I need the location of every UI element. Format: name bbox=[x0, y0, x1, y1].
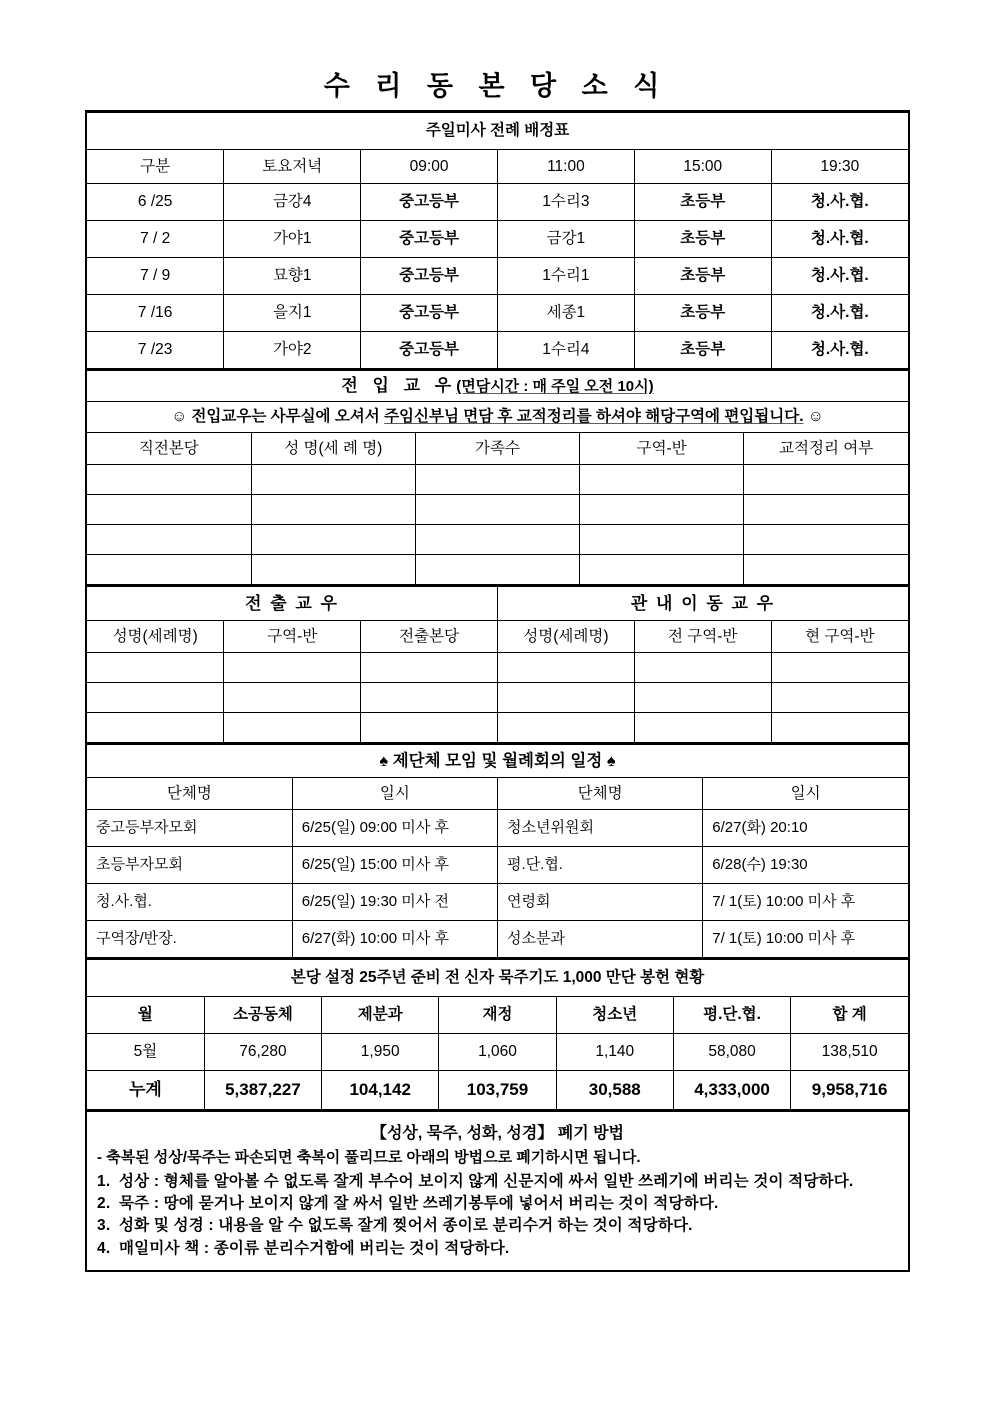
table-row bbox=[87, 713, 908, 743]
incoming-notice-underlined: 주임신부님 면담 후 교적정리를 하셔야 해당구역에 편입됩니다. bbox=[384, 408, 804, 426]
internal-move-col-header: 전 구역-반 bbox=[634, 621, 771, 653]
offering-title: 본당 설정 25주년 준비 전 신자 묵주기도 1,000 만단 봉헌 현황 bbox=[87, 959, 908, 997]
mass-1500: 초등부 bbox=[634, 258, 771, 295]
incoming-cell[interactable] bbox=[580, 465, 744, 495]
mass-date: 7 /23 bbox=[87, 332, 224, 369]
transfer-cell[interactable] bbox=[87, 683, 224, 713]
incoming-notice-prefix: ☺ 전입교우는 사무실에 오셔서 bbox=[171, 408, 385, 426]
transfer-cell[interactable] bbox=[497, 683, 634, 713]
table-row bbox=[87, 884, 908, 921]
disposal-lead: - 축복된 성상/묵주는 파손되면 축복이 풀리므로 아래의 방법으로 폐기하시면 됩니다. bbox=[97, 1149, 641, 1166]
group-time: 7/ 1(토) 10:00 미사 후 bbox=[703, 884, 908, 921]
mass-1930: 청.사.협. bbox=[771, 184, 908, 221]
disposal-item-number: 3. bbox=[97, 1217, 111, 1235]
transfer-cell[interactable] bbox=[87, 713, 224, 743]
group-name: 연령회 bbox=[498, 884, 703, 921]
offering-value: 4,333,000 bbox=[673, 1071, 790, 1110]
disposal-item-number: 4. bbox=[97, 1239, 111, 1257]
internal-move-col-header: 현 구역-반 bbox=[771, 621, 908, 653]
mass-0900: 중고등부 bbox=[361, 295, 498, 332]
mass-schedule-title: 주일미사 전례 배정표 bbox=[87, 113, 908, 150]
mass-1930: 청.사.협. bbox=[771, 332, 908, 369]
transfer-cell[interactable] bbox=[634, 713, 771, 743]
table-row bbox=[87, 465, 908, 495]
mass-sat: 금강4 bbox=[224, 184, 361, 221]
transfer-cell[interactable] bbox=[224, 683, 361, 713]
incoming-col-header: 구역-반 bbox=[580, 433, 744, 465]
mass-1100: 1수리4 bbox=[497, 332, 634, 369]
mass-col-header: 15:00 bbox=[634, 150, 771, 184]
list-item bbox=[97, 1215, 898, 1236]
group-time: 6/25(일) 19:30 미사 전 bbox=[292, 884, 497, 921]
group-name: 초등부자모회 bbox=[87, 847, 292, 884]
disposal-item-text: 묵주 : 땅에 묻거나 보이지 않게 잘 싸서 일반 쓰레기봉투에 넣어서 버리는 것이 적당하다. bbox=[119, 1194, 719, 1212]
list-item bbox=[97, 1171, 898, 1192]
incoming-cell[interactable] bbox=[744, 525, 908, 555]
offering-value: 1,950 bbox=[322, 1034, 439, 1071]
mass-date: 7 / 2 bbox=[87, 221, 224, 258]
mass-1930: 청.사.협. bbox=[771, 221, 908, 258]
mass-sat: 을지1 bbox=[224, 295, 361, 332]
offering-status-table bbox=[87, 958, 908, 1110]
offering-value: 104,142 bbox=[322, 1071, 439, 1110]
table-row bbox=[87, 184, 908, 221]
mass-1500: 초등부 bbox=[634, 295, 771, 332]
group-col-header: 일시 bbox=[292, 778, 497, 810]
incoming-cell[interactable] bbox=[744, 495, 908, 525]
mass-0900: 중고등부 bbox=[361, 221, 498, 258]
transfer-cell[interactable] bbox=[361, 713, 498, 743]
outgoing-section-title: 전 출 교 우 bbox=[87, 586, 497, 621]
group-time: 6/27(화) 20:10 bbox=[703, 810, 908, 847]
incoming-cell[interactable] bbox=[87, 555, 251, 585]
table-row bbox=[87, 555, 908, 585]
mass-sat: 묘향1 bbox=[224, 258, 361, 295]
table-row bbox=[87, 1034, 908, 1071]
disposal-list bbox=[97, 1171, 898, 1260]
transfer-cell[interactable] bbox=[634, 653, 771, 683]
mass-1930: 청.사.협. bbox=[771, 258, 908, 295]
transfer-cell[interactable] bbox=[634, 683, 771, 713]
bulletin-sheet bbox=[85, 110, 910, 1272]
incoming-cell[interactable] bbox=[251, 465, 415, 495]
mass-0900: 중고등부 bbox=[361, 184, 498, 221]
offering-col-header: 합 계 bbox=[791, 997, 908, 1034]
internal-move-section-title: 관 내 이 동 교 우 bbox=[497, 586, 908, 621]
group-meetings-title: ♠ 제단체 모임 및 월례회의 일정 ♠ bbox=[87, 744, 908, 778]
list-item bbox=[97, 1193, 898, 1214]
mass-date: 7 /16 bbox=[87, 295, 224, 332]
mass-1100: 1수리1 bbox=[497, 258, 634, 295]
disposal-title: 【성상, 묵주, 성화, 성경】 폐기 방법 bbox=[370, 1125, 625, 1142]
offering-value: 138,510 bbox=[791, 1034, 908, 1071]
incoming-cell[interactable] bbox=[87, 495, 251, 525]
group-time: 7/ 1(토) 10:00 미사 후 bbox=[703, 921, 908, 958]
group-time: 6/25(일) 09:00 미사 후 bbox=[292, 810, 497, 847]
incoming-col-header: 직전본당 bbox=[87, 433, 251, 465]
transfer-cell[interactable] bbox=[771, 713, 908, 743]
page-title: 수 리 동 본 당 소 식 bbox=[323, 71, 669, 101]
table-row bbox=[87, 683, 908, 713]
disposal-item-text: 매일미사 책 : 종이류 분리수거함에 버리는 것이 적당하다. bbox=[119, 1239, 510, 1257]
table-row bbox=[87, 810, 908, 847]
mass-sat: 가야1 bbox=[224, 221, 361, 258]
offering-row-label: 5월 bbox=[87, 1034, 204, 1071]
incoming-cell[interactable] bbox=[251, 525, 415, 555]
mass-0900: 중고등부 bbox=[361, 332, 498, 369]
outgoing-col-header: 구역-반 bbox=[224, 621, 361, 653]
offering-value: 30,588 bbox=[556, 1071, 673, 1110]
group-time: 6/25(일) 15:00 미사 후 bbox=[292, 847, 497, 884]
mass-date: 7 / 9 bbox=[87, 258, 224, 295]
group-time: 6/28(수) 19:30 bbox=[703, 847, 908, 884]
transfer-cell[interactable] bbox=[361, 683, 498, 713]
mass-1100: 1수리3 bbox=[497, 184, 634, 221]
group-name: 구역장/반장. bbox=[87, 921, 292, 958]
disposal-instructions bbox=[87, 1110, 908, 1270]
table-row bbox=[87, 1071, 908, 1110]
mass-1500: 초등부 bbox=[634, 221, 771, 258]
incoming-cell[interactable] bbox=[744, 465, 908, 495]
mass-col-header: 09:00 bbox=[361, 150, 498, 184]
mass-1100: 금강1 bbox=[497, 221, 634, 258]
transfer-cell[interactable] bbox=[224, 713, 361, 743]
offering-col-header: 소공동체 bbox=[204, 997, 321, 1034]
offering-value: 9,958,716 bbox=[791, 1071, 908, 1110]
group-name: 중고등부자모회 bbox=[87, 810, 292, 847]
table-row bbox=[87, 221, 908, 258]
transfer-cell[interactable] bbox=[87, 653, 224, 683]
group-col-header: 일시 bbox=[703, 778, 908, 810]
offering-col-header: 월 bbox=[87, 997, 204, 1034]
group-meetings-table bbox=[87, 743, 908, 958]
incoming-title-cell bbox=[87, 370, 908, 402]
offering-value: 1,060 bbox=[439, 1034, 556, 1071]
incoming-cell[interactable] bbox=[251, 555, 415, 585]
table-row bbox=[87, 258, 908, 295]
incoming-cell[interactable] bbox=[580, 525, 744, 555]
list-item bbox=[97, 1238, 898, 1259]
mass-schedule-table bbox=[87, 112, 908, 369]
offering-row-label: 누계 bbox=[87, 1071, 204, 1110]
group-col-header: 단체명 bbox=[498, 778, 703, 810]
offering-value: 58,080 bbox=[673, 1034, 790, 1071]
incoming-section-note: (면담시간 : 매 주일 오전 10시) bbox=[456, 378, 654, 396]
transfer-cell[interactable] bbox=[361, 653, 498, 683]
mass-0900: 중고등부 bbox=[361, 258, 498, 295]
incoming-cell[interactable] bbox=[744, 555, 908, 585]
group-name: 성소분과 bbox=[498, 921, 703, 958]
mass-col-header: 토요저녁 bbox=[224, 150, 361, 184]
internal-move-col-header: 성명(세례명) bbox=[497, 621, 634, 653]
incoming-col-header: 성 명(세 례 명) bbox=[251, 433, 415, 465]
table-row bbox=[87, 921, 908, 958]
offering-col-header: 청소년 bbox=[556, 997, 673, 1034]
transfer-tables bbox=[87, 585, 908, 743]
incoming-col-header: 교적정리 여부 bbox=[744, 433, 908, 465]
disposal-item-text: 성화 및 성경 : 내용을 알 수 없도록 잘게 찢어서 종이로 분리수거 하는 것이 적당하다. bbox=[119, 1217, 693, 1235]
incoming-parishioners-table bbox=[87, 369, 908, 585]
group-name: 청.사.협. bbox=[87, 884, 292, 921]
offering-value: 5,387,227 bbox=[204, 1071, 321, 1110]
disposal-item-number: 1. bbox=[97, 1172, 111, 1190]
incoming-section-title: 전 입 교 우 bbox=[341, 376, 457, 396]
incoming-cell[interactable] bbox=[580, 495, 744, 525]
mass-1500: 초등부 bbox=[634, 184, 771, 221]
mass-col-header: 19:30 bbox=[771, 150, 908, 184]
table-row bbox=[87, 653, 908, 683]
group-name: 청소년위원회 bbox=[498, 810, 703, 847]
transfer-cell[interactable] bbox=[771, 683, 908, 713]
incoming-cell[interactable] bbox=[415, 525, 579, 555]
incoming-cell[interactable] bbox=[87, 465, 251, 495]
disposal-item-text: 성상 : 형체를 알아볼 수 없도록 잘게 부수어 보이지 않게 신문지에 싸서 일반 쓰레기에 버리는 것이 적당하다. bbox=[119, 1172, 854, 1190]
table-row bbox=[87, 495, 908, 525]
offering-value: 1,140 bbox=[556, 1034, 673, 1071]
incoming-cell[interactable] bbox=[415, 495, 579, 525]
mass-sat: 가야2 bbox=[224, 332, 361, 369]
offering-value: 76,280 bbox=[204, 1034, 321, 1071]
mass-date: 6 /25 bbox=[87, 184, 224, 221]
disposal-item-number: 2. bbox=[97, 1194, 111, 1212]
offering-col-header: 평.단.협. bbox=[673, 997, 790, 1034]
transfer-cell[interactable] bbox=[497, 653, 634, 683]
table-row bbox=[87, 525, 908, 555]
mass-1930: 청.사.협. bbox=[771, 295, 908, 332]
group-col-header: 단체명 bbox=[87, 778, 292, 810]
outgoing-col-header: 성명(세례명) bbox=[87, 621, 224, 653]
mass-1100: 세종1 bbox=[497, 295, 634, 332]
transfer-cell[interactable] bbox=[771, 653, 908, 683]
incoming-cell[interactable] bbox=[87, 525, 251, 555]
incoming-notice-suffix: ☺ bbox=[803, 408, 824, 426]
mass-1500: 초등부 bbox=[634, 332, 771, 369]
mass-col-header: 11:00 bbox=[497, 150, 634, 184]
mass-col-header: 구분 bbox=[87, 150, 224, 184]
incoming-cell[interactable] bbox=[415, 555, 579, 585]
offering-col-header: 재정 bbox=[439, 997, 556, 1034]
group-name: 평.단.협. bbox=[498, 847, 703, 884]
table-row bbox=[87, 295, 908, 332]
incoming-cell[interactable] bbox=[415, 465, 579, 495]
offering-col-header: 제분과 bbox=[322, 997, 439, 1034]
incoming-cell[interactable] bbox=[251, 495, 415, 525]
group-time: 6/27(화) 10:00 미사 후 bbox=[292, 921, 497, 958]
table-row bbox=[87, 332, 908, 369]
incoming-col-header: 가족수 bbox=[415, 433, 579, 465]
transfer-cell[interactable] bbox=[497, 713, 634, 743]
table-row bbox=[87, 847, 908, 884]
transfer-cell[interactable] bbox=[224, 653, 361, 683]
incoming-notice bbox=[87, 402, 908, 433]
outgoing-col-header: 전출본당 bbox=[361, 621, 498, 653]
offering-value: 103,759 bbox=[439, 1071, 556, 1110]
incoming-cell[interactable] bbox=[580, 555, 744, 585]
